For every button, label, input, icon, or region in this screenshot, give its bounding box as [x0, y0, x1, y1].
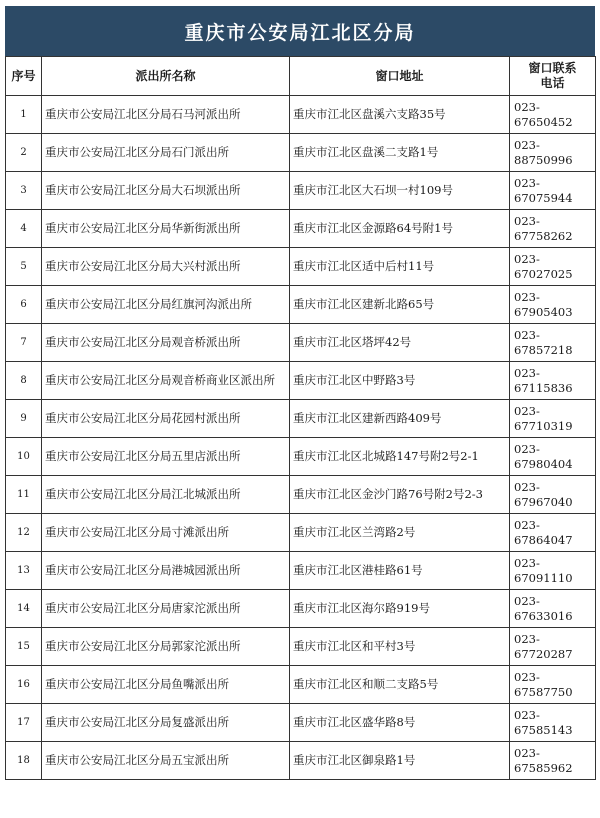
header-phone-line2: 电话 [540, 76, 565, 90]
table-row [6, 362, 596, 400]
row-index: 3 [6, 172, 42, 210]
station-phone: 023-67091110 [510, 552, 596, 590]
document-sheet [5, 6, 595, 780]
row-index: 14 [6, 590, 42, 628]
station-name: 重庆市公安局江北区分局五里店派出所 [42, 438, 290, 476]
station-address: 重庆市江北区北城路147号附2号2-1 [290, 438, 510, 476]
table-row [6, 590, 596, 628]
station-phone: 023-67905403 [510, 286, 596, 324]
table-row [6, 248, 596, 286]
station-name: 重庆市公安局江北区分局石马河派出所 [42, 96, 290, 134]
station-address: 重庆市江北区盘溪六支路35号 [290, 96, 510, 134]
station-name: 重庆市公安局江北区分局观音桥派出所 [42, 324, 290, 362]
station-name: 重庆市公安局江北区分局大石坝派出所 [42, 172, 290, 210]
row-index: 5 [6, 248, 42, 286]
station-address: 重庆市江北区大石坝一村109号 [290, 172, 510, 210]
row-index: 4 [6, 210, 42, 248]
station-name: 重庆市公安局江北区分局港城园派出所 [42, 552, 290, 590]
table-row [6, 400, 596, 438]
row-index: 6 [6, 286, 42, 324]
station-phone: 023-67115836 [510, 362, 596, 400]
table-row [6, 172, 596, 210]
station-address: 重庆市江北区海尔路919号 [290, 590, 510, 628]
table-row [6, 324, 596, 362]
table-row [6, 552, 596, 590]
station-address: 重庆市江北区和平村3号 [290, 628, 510, 666]
station-address: 重庆市江北区和顺二支路5号 [290, 666, 510, 704]
row-index: 1 [6, 96, 42, 134]
station-name: 重庆市公安局江北区分局五宝派出所 [42, 742, 290, 780]
header-station-name: 派出所名称 [42, 57, 290, 96]
station-address: 重庆市江北区中野路3号 [290, 362, 510, 400]
station-name: 重庆市公安局江北区分局花园村派出所 [42, 400, 290, 438]
station-name: 重庆市公安局江北区分局石门派出所 [42, 134, 290, 172]
station-phone: 023-67075944 [510, 172, 596, 210]
station-address: 重庆市江北区塔坪42号 [290, 324, 510, 362]
station-address: 重庆市江北区盘溪二支路1号 [290, 134, 510, 172]
table-row [6, 286, 596, 324]
row-index: 2 [6, 134, 42, 172]
row-index: 9 [6, 400, 42, 438]
table-row [6, 134, 596, 172]
table-row [6, 438, 596, 476]
station-address: 重庆市江北区兰湾路2号 [290, 514, 510, 552]
station-phone: 023-67587750 [510, 666, 596, 704]
table-row [6, 96, 596, 134]
station-name: 重庆市公安局江北区分局红旗河沟派出所 [42, 286, 290, 324]
table-row [6, 704, 596, 742]
row-index: 11 [6, 476, 42, 514]
table-row [6, 666, 596, 704]
station-address: 重庆市江北区金源路64号附1号 [290, 210, 510, 248]
station-address: 重庆市江北区建新北路65号 [290, 286, 510, 324]
table-body [6, 96, 596, 780]
station-address: 重庆市江北区盛华路8号 [290, 704, 510, 742]
row-index: 17 [6, 704, 42, 742]
station-phone: 023-67633016 [510, 590, 596, 628]
station-phone: 023-67710319 [510, 400, 596, 438]
table-row [6, 210, 596, 248]
row-index: 8 [6, 362, 42, 400]
station-phone: 023-67857218 [510, 324, 596, 362]
row-index: 13 [6, 552, 42, 590]
row-index: 10 [6, 438, 42, 476]
station-name: 重庆市公安局江北区分局郭家沱派出所 [42, 628, 290, 666]
station-address: 重庆市江北区金沙门路76号附2号2-3 [290, 476, 510, 514]
station-name: 重庆市公安局江北区分局唐家沱派出所 [42, 590, 290, 628]
header-phone-line1: 窗口联系 [528, 61, 577, 75]
header-address: 窗口地址 [290, 57, 510, 96]
row-index: 12 [6, 514, 42, 552]
station-address: 重庆市江北区御泉路1号 [290, 742, 510, 780]
station-name: 重庆市公安局江北区分局大兴村派出所 [42, 248, 290, 286]
station-name: 重庆市公安局江北区分局华新街派出所 [42, 210, 290, 248]
table-row [6, 514, 596, 552]
station-name: 重庆市公安局江北区分局鱼嘴派出所 [42, 666, 290, 704]
table-row [6, 476, 596, 514]
document-title: 重庆市公安局江北区分局 [5, 6, 595, 56]
station-phone: 023-67650452 [510, 96, 596, 134]
station-address: 重庆市江北区适中后村11号 [290, 248, 510, 286]
row-index: 16 [6, 666, 42, 704]
station-phone: 023-67864047 [510, 514, 596, 552]
station-phone: 023-67758262 [510, 210, 596, 248]
table-header-row [6, 57, 596, 96]
header-phone [510, 57, 596, 96]
station-phone: 023-67980404 [510, 438, 596, 476]
station-name: 重庆市公安局江北区分局寸滩派出所 [42, 514, 290, 552]
station-name: 重庆市公安局江北区分局江北城派出所 [42, 476, 290, 514]
station-phone: 023-67585143 [510, 704, 596, 742]
table-row [6, 742, 596, 780]
header-index: 序号 [6, 57, 42, 96]
station-phone: 023-88750996 [510, 134, 596, 172]
row-index: 18 [6, 742, 42, 780]
station-name: 重庆市公安局江北区分局观音桥商业区派出所 [42, 362, 290, 400]
station-phone: 023-67720287 [510, 628, 596, 666]
station-phone: 023-67027025 [510, 248, 596, 286]
table-row [6, 628, 596, 666]
station-address: 重庆市江北区港桂路61号 [290, 552, 510, 590]
station-name: 重庆市公安局江北区分局复盛派出所 [42, 704, 290, 742]
station-phone: 023-67967040 [510, 476, 596, 514]
station-address: 重庆市江北区建新西路409号 [290, 400, 510, 438]
row-index: 7 [6, 324, 42, 362]
police-station-table [5, 56, 596, 780]
station-phone: 023-67585962 [510, 742, 596, 780]
row-index: 15 [6, 628, 42, 666]
